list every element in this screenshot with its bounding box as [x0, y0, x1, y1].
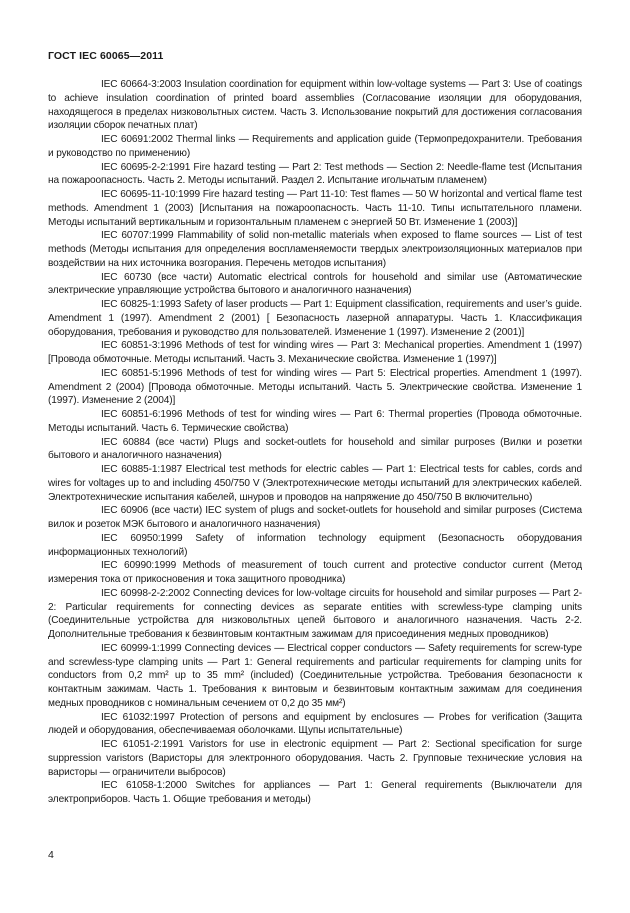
reference-entry: IEC 60825-1:1993 Safety of laser products — Part 1: Equipment classification, requirements and user’s guide. Amendment 1 (1997). Amendment 2 (2001) [ Безопасность лазерной аппаратуры. Часть 1. Классификация оборудования, требования и руководство для пользователей. Изменение 1 (1997). Изменение 2 (2001)] — [48, 299, 582, 338]
reference-entry: IEC 60990:1999 Methods of measurement of touch current and protective conductor current (Метод измерения тока от прикосновения и тока защитного проводника) — [48, 560, 582, 585]
reference-entry: IEC 61051-2:1991 Varistors for use in electronic equipment — Part 2: Sectional specification for surge suppression varistors (Варисторы для электронного оборудования. Часть 2. Групповые технические условия на варисторы — ограничители выбросов) — [48, 739, 582, 778]
reference-entry: IEC 60884 (все части) Plugs and socket-outlets for household and similar purposes (Вилки и розетки бытового и аналогичного назначения) — [48, 436, 582, 462]
reference-entry: IEC 60664-3:2003 Insulation coordination for equipment within low-voltage systems — Part 3: Use of coatings to achieve insulation coordination of printed board assemblies (Согласование изоляции для оборудования, находящегося в пределах низковольтных систем. Часть 3. Использование покрытий для достижения согласования изоляции сборок печатных плат) — [48, 79, 582, 132]
references-list — [48, 78, 582, 807]
reference-entry: IEC 60998-2-2:2002 Connecting devices for low-voltage circuits for household and similar purposes — Part 2-2: Particular requirements for connecting devices as separate entities with screwless-type clamping units (Соединительные устройства для низковольтных цепей бытового и аналогичного назначения. Часть 2-2. Дополнительные требования к безвинтовым контактным зажимам для присоединения медных проводников) — [48, 587, 582, 640]
reference-entry: IEC 60851-5:1996 Methods of test for winding wires — Part 5: Electrical properties. Amendment 1 (1997). Amendment 2 (2004) [Провода обмоточные. Методы испытаний. Часть 5. Электрические свойства. Изменение 1 (1997). Изменение 2 (2004)] — [48, 367, 582, 407]
reference-entry: IEC 60707:1999 Flammability of solid non-metallic materials when exposed to flame sources — List of test methods (Методы испытания для определения воспламеняемости твердых электроизоляционных материалов при воздействии на них источника возгорания. Перечень методов испытания) — [48, 230, 582, 269]
reference-entry: IEC 60950:1999 Safety of information technology equipment (Безопасность оборудования информационных технологий) — [48, 532, 582, 558]
reference-entry: IEC 60730 (все части) Automatic electrical controls for household and similar use (Автоматические электрические управляющие устройства бытового и аналогичного назначения) — [48, 271, 582, 297]
page-number: 4 — [48, 849, 54, 861]
reference-entry: IEC 61032:1997 Protection of persons and equipment by enclosures — Probes for verification (Защита людей и оборудования, обеспечиваемая оболочками. Щупы испытательные) — [48, 711, 582, 737]
reference-entry: IEC 60851-3:1996 Methods of test for winding wires — Part 3: Mechanical properties. Amendment 1 (1997) [Провода обмоточные. Методы испытаний. Часть 3. Механические свойства. Изменение 1 (1997)] — [48, 340, 582, 365]
reference-entry: IEC 60695-2-2:1991 Fire hazard testing — Part 2: Test methods — Section 2: Needle-flame test (Испытания на пожароопасность. Часть 2. Методы испытаний. Раздел 2. Испытание игольчатым пламенем) — [48, 161, 582, 187]
reference-entry: IEC 61058-1:2000 Switches for appliances — Part 1: General requirements (Выключатели для электроприборов. Часть 1. Общие требования и методы) — [48, 780, 582, 805]
page-header: ГОСТ IEC 60065—2011 — [48, 50, 164, 62]
reference-entry: IEC 60999-1:1999 Connecting devices — Electrical copper conductors — Safety requirements for screw-type and screwless-type clamping units — Part 1: General requirements and particular requirements for clamping units for conductors from 0,2 mm² up to 35 mm² (included) (Соединительные устройства. Требования безопасности к контактным зажимам. Часть 1. Требования к винтовым и безвинтовым контактным зажимам для соединения медных проводников с номинальным сечением от 0,2 до 35 мм²) — [48, 642, 582, 709]
reference-entry: IEC 60885-1:1987 Electrical test methods for electric cables — Part 1: Electrical tests for cables, cords and wires for voltages up to and including 450/750 V (Электротехнические методы испытаний для электрических кабелей. Электротехнические испытания кабелей, шнуров и проводов на напряжение до 450/750 В включительно) — [48, 464, 582, 503]
reference-entry: IEC 60695-11-10:1999 Fire hazard testing — Part 11-10: Test flames — 50 W horizontal and vertical flame test methods. Amendment 1 (2003) [Испытания на пожароопасность. Часть 11-10. Типы испытательного пламени. Методы испытаний вертикальным и горизонтальным пламенем с энергией 50 Вт. Изменение 1 (2003)] — [48, 189, 582, 228]
reference-entry: IEC 60906 (все части) IEC system of plugs and socket-outlets for household and similar purposes (Система вилок и розеток МЭК бытового и аналогичного назначения) — [48, 505, 582, 530]
reference-entry: IEC 60851-6:1996 Methods of test for winding wires — Part 6: Thermal properties (Провода обмоточные. Методы испытаний. Часть 6. Термические свойства) — [48, 409, 582, 434]
reference-entry: IEC 60691:2002 Thermal links — Requirements and application guide (Термопредохранители. Требования и руководство по применению) — [48, 134, 582, 159]
